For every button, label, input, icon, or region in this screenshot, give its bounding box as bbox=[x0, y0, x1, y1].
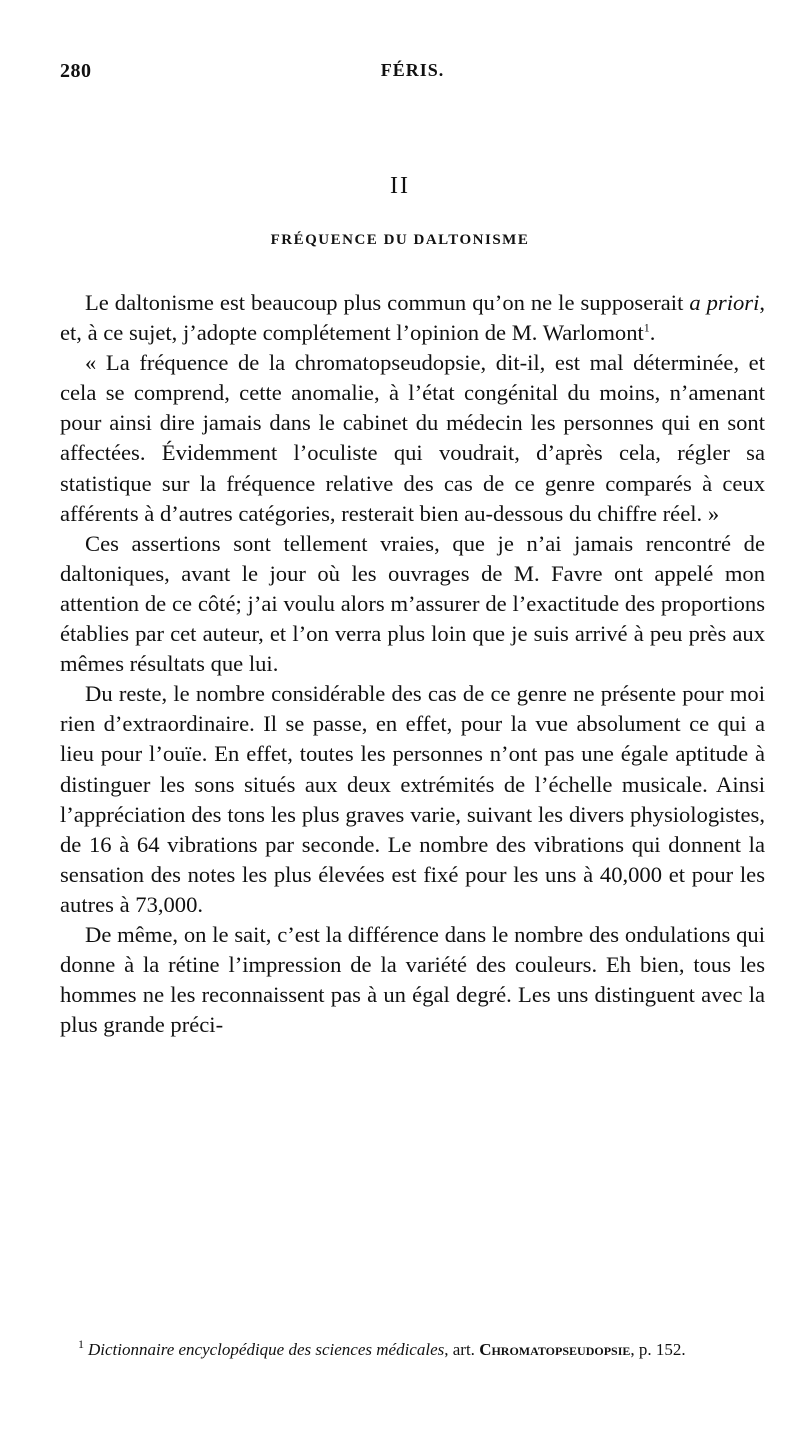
paragraph-1-rest: , et, à ce sujet, j’adopte complétement l’opinion de M. Warlomont bbox=[60, 290, 766, 346]
page-number: 280 bbox=[60, 60, 92, 82]
paragraph-1-start: Le daltonisme est beaucoup plus commun qu’on ne le supposerait bbox=[85, 290, 690, 315]
paragraph-1 bbox=[60, 288, 765, 348]
running-title: FÉRIS. bbox=[380, 60, 445, 80]
footnote bbox=[60, 1338, 765, 1362]
section-title: FRÉQUENCE DU DALTONISME bbox=[270, 232, 530, 248]
body-text bbox=[60, 288, 765, 1040]
paragraph-1-italic: a priori bbox=[689, 290, 760, 315]
paragraph-3: Ces assertions sont tellement vraies, que je n’ai jamais rencontré de daltoniques, avant le jour où les ouvrages de M. Favre ont appelé mon attention de ce côté; j’ai voulu alors m’assurer de l’exactitude des proportions établies par cet auteur, et l’on verra plus loin que je suis arrivé à peu près aux mêmes résultats que lui. bbox=[60, 530, 765, 677]
footnote-page: , p. 152. bbox=[630, 1340, 686, 1359]
section-number: II bbox=[390, 173, 410, 199]
paragraph-5: De même, on le sait, c’est la différence dans le nombre des ondulations qui donne à la rétine l’impression de la variété des couleurs. Eh bien, tous les hommes ne les reconnaissent pas à un égal degré. Les uns distinguent avec la plus grande préci- bbox=[60, 921, 765, 1038]
paragraph-1-end: . bbox=[649, 320, 656, 346]
footnote-reference: 1 bbox=[643, 320, 650, 335]
footnote-middle: , art. bbox=[444, 1340, 480, 1359]
footnote-article: Chromatopseudopsie bbox=[479, 1340, 631, 1359]
footnote-title: Dictionnaire encyclopédique des sciences médicales bbox=[88, 1340, 445, 1359]
paragraph-4: Du reste, le nombre considérable des cas de ce genre ne présente pour moi rien d’extraordinaire. Il se passe, en effet, pour la vue absolument ce qui a lieu pour l’ouïe. En effet, toutes les personnes n’ont pas une égale aptitude à distinguer les sons situés aux deux extrémités de l’échelle musicale. Ainsi l’appréciation des tons les plus graves varie, suivant les divers physiologistes, de 16 à 64 vibrations par seconde. Le nombre des vibrations qui donnent la sensation des notes les plus élevées est fixé pour les uns à 40,000 et pour les autres à 73,000. bbox=[60, 681, 765, 917]
running-head bbox=[60, 60, 765, 90]
footnote-mark: 1 bbox=[78, 1337, 84, 1352]
paragraph-2: « La fréquence de la chromatopseudopsie, dit-il, est mal déterminée, et cela se comprend, cette anomalie, à l’état congénital du moins, n’amenant pour ainsi dire jamais dans le cabinet du médecin les personnes qui en sont affectées. Évidemment l’oculiste qui voudrait, d’après cela, régler sa statistique sur la fréquence relative des cas de ce genre comparés à ceux afférents à d’autres catégories, resterait bien au-dessous du chiffre réel. » bbox=[60, 350, 765, 526]
